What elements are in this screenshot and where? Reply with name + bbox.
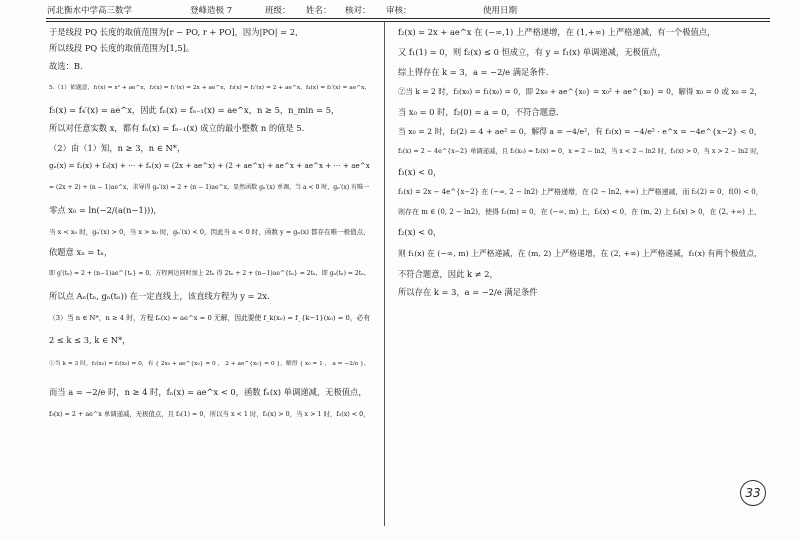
solution-left-line: 所以线段 PQ 长度的取值范围为[1,5]。 [49,43,195,53]
school-name: 河北衡水中学高三数学 [47,6,133,16]
solution-left-line: = (2x + 2) + (n − 1)ae^x，求导得 gₙ′(x) = 2 + (n − 1)ae^x，显然函数 gₙ′(x) 单调，当 a < 0 时，gₙ′(x) 有唯一 [49,184,370,191]
paper-title: 登峰造极 7 [190,6,233,16]
solution-right-line: 所以存在 k = 3，a = −2/e 满足条件 [398,287,538,297]
solution-right-line: 则存在 m ∈ (0, 2 − ln2)，使得 f₂(m) = 0，在 (−∞, m) 上，f₂(x) < 0，在 (m, 2) 上 f₂(x) > 0，在 (2, +∞) 上， [398,207,762,216]
solution-right-line: 则 f₁(x) 在 (−∞, m) 上严格递减，在 (m, 2) 上严格递增，在 (2, +∞) 上严格递减，f₁(x) 有两个极值点， [398,249,762,258]
solution-left-line: gₙ(x) = f₂(x) + f₃(x) + ⋯ + fₙ(x) = (2x + ae^x) + (2 + ae^x) + ae^x + ae^x + ⋯ + ae^x [49,161,370,170]
column-divider [384,21,385,526]
solution-left-line: 于是线段 PQ 长度的取值范围为[r − PO, r + PO]，因为|PO| = 2， [49,27,304,37]
solution-right-line: 当 x₀ = 0 时，f₂(0) = a = 0，不符合题意. [398,107,559,117]
solution-right-line: 综上得存在 k = 3，a = −2/e 满足条件. [398,67,549,77]
solution-left-line: 2 ≤ k ≤ 3, k ∈ N*， [49,335,131,345]
header-rule-bottom [46,21,770,22]
solution-right-line: f₃(x) < 0， [398,167,442,177]
solution-left-line: 零点 x₀ = ln(−2/(a(n−1)))， [49,205,162,215]
class-field: 班级： [265,6,291,16]
solution-left-line: 故选：B. [49,61,83,71]
review-field: 审核： [386,6,412,16]
solution-left-line: （3）当 n ∈ N*，n ≥ 4 时，方程 fₙ(x) = ae^x = 0 无解，因此要使 f_k(x₀) = f_{k−1}(x₀) = 0，必有 [49,314,371,322]
solution-left-line: 所以对任意实数 x，都有 fₙ(x) = fₙ₋₁(x) 成立的最小整数 n 的值是 5. [49,123,305,133]
solution-left-line: 依题意 xₙ = tₙ， [49,247,113,257]
solution-right-line: 当 x₀ = 2 时，f₂(2) = 4 + ae² = 0，解得 a = −4/e²，有 f₃(x) = −4/e² · e^x = −4e^{x−2} < 0， [398,127,762,136]
solution-left-line: 即 g′(tₙ) = 2 + (n−1)ae^{tₙ} = 0，方程两边同时加上 2tₙ 得 2tₙ + 2 + (n−1)ae^{tₙ} = 2tₙ，即 gₙ(tₙ) = 2tₙ， [49,270,370,277]
check-field: 核对： [345,6,371,16]
solution-right-line: f₂(x) < 0， [398,227,442,237]
solution-right-line: f₂(x) = 2x − 4e^{x−2} 在 (−∞, 2 − ln2) 上严格递增，在 (2 − ln2, +∞) 上严格递减，而 f₂(2) = 0，f(0) < 0， [398,188,763,196]
solution-left-line: ①当 k = 3 时，f₃(x₀) = f₂(x₀) = 0，有 { 2x₀ + ae^{x₀} = 0 ， 2 + ae^{x₀} = 0 }，解得 { x₀ = 1 ， a = −2/e }， [49,361,370,367]
solution-right-line: ②当 k = 2 时，f₂(x₀) = f₁(x₀) = 0，即 2x₀ + ae^{x₀} = x₀² + ae^{x₀} = 0，解得 x₀ = 0 或 x₀ = 2， [398,87,762,96]
name-field: 姓名： [306,6,332,16]
solution-left-line: f₅(x) = f₄′(x) = ae^x，因此 fₙ(x) = fₙ₋₁(x) = ae^x，n ≥ 5，n_min = 5， [49,105,340,115]
solution-left-line: 所以点 Aₙ(tₙ, gₙ(tₙ)) 在一定直线上，该直线方程为 y = 2x. [49,291,270,301]
solution-right-line: f₂(x) = 2x + ae^x 在 (−∞,1) 上严格递增，在 (1,+∞) 上严格递减，有一个极值点， [398,27,716,37]
solution-left-line: （2）由（1）知，n ≥ 3，n ∈ N*， [49,143,186,153]
solution-right-line: 又 f₁(1) = 0，则 f₂(x) ≤ 0 恒成立，有 y = f₁(x) 单调递减，无极值点， [398,47,666,57]
page-number-badge: 33 [740,480,766,506]
left-column [49,26,377,420]
right-column [398,26,770,298]
date-field: 使用日期 [483,6,518,16]
solution-right-line: 不符合题意，因此 k ≠ 2， [398,269,498,279]
solution-left-line: 当 x < x₀ 时，gₙ′(x) > 0，当 x > x₀ 时，gₙ′(x) < 0，因此当 a < 0 时，函数 y = gₙ(x) 都存在唯一极值点， [49,228,370,236]
header-rule-top [46,18,770,19]
solution-left-line: 5.（1）依题意，f₁(x) = x² + ae^x，f₂(x) = f₁′(x) = 2x + ae^x，f₃(x) = f₂′(x) = 2 + ae^x，f₄(x) = f₃′(x) = ae^x， [49,85,371,91]
solution-right-line: f₂(x) = 2 − 4e^{x−2} 单调递减，且 f₂(x₀) = f₂(x) = 0，x = 2 − ln2，当 x < 2 − ln2 时，f₃(x) > 0，当 x > 2 − ln2 时， [398,148,763,155]
solution-left-line: f₃(x) = 2 + ae^x 单调递减，无极值点，且 f₃(1) = 0，所以当 x < 1 时，f₃(x) > 0，当 x > 1 时，f₃(x) < 0， [49,410,370,418]
solution-left-line: 而当 a = −2/e 时，n ≥ 4 时，fₙ(x) = ae^x < 0，函数 fₙ(x) 单调递减，无极值点， [49,387,367,397]
